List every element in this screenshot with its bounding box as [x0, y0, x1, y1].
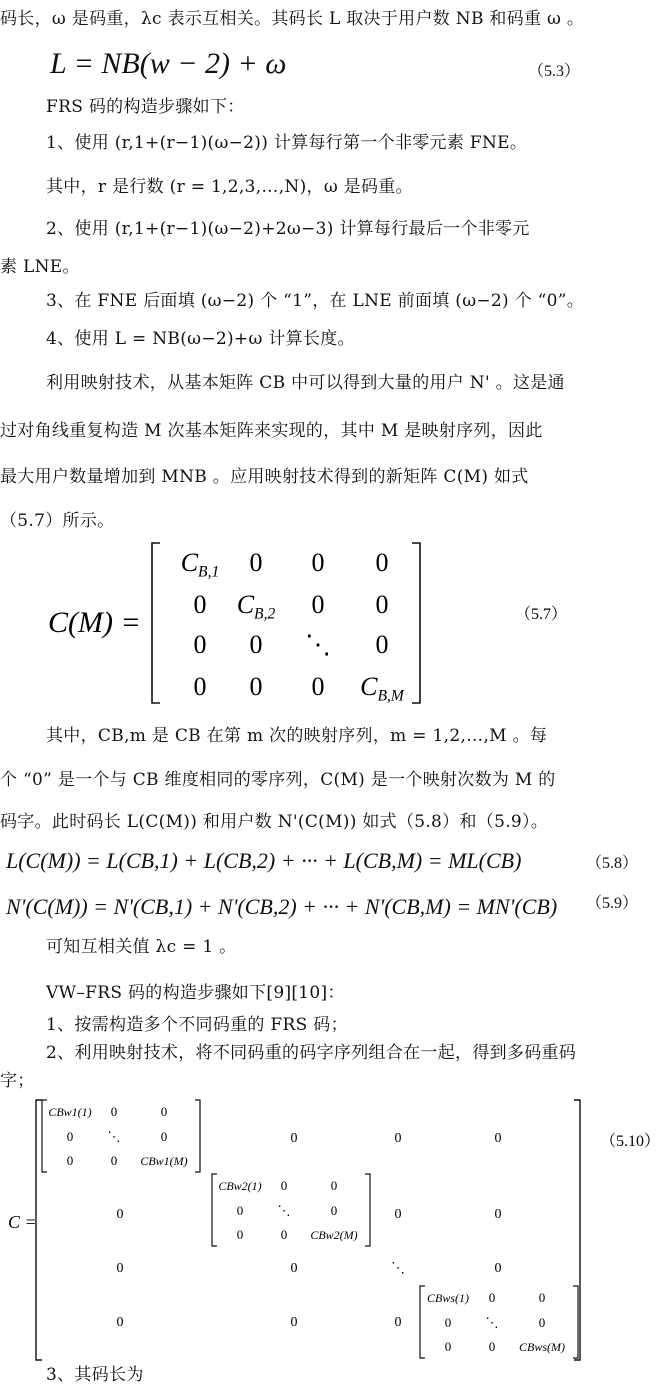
matrix-5-7-cells [181, 548, 405, 705]
block-1-c11: CBw1(1) [48, 1105, 92, 1119]
equation-5-7 [0, 535, 664, 710]
text-line-1 [0, 6, 656, 33]
text-line-6: 3、在 FNE 后面填 (ω−2) 个 “1”，在 LNE 前面填 (ω−2) 个 “0”。 [46, 291, 585, 311]
block-1-zero: 0 [160, 1104, 168, 1119]
block-zero-6: 0 [494, 1207, 502, 1222]
block-1-cmm: CBw1(M) [140, 1154, 188, 1168]
block-3-zero: 0 [538, 1315, 546, 1330]
block-2-zero: 0 [330, 1178, 338, 1193]
text-line-9: 过对角线重复构造 M 次基本矩阵来实现的，其中 M 是映射序列，因此 [0, 421, 543, 441]
equation-5-10-lhs: C = [8, 1212, 37, 1232]
block-3-zero: 0 [488, 1290, 496, 1305]
matrix-cell-r1-c2: 0 [249, 548, 263, 577]
matrix-cell-r2-c1: 0 [193, 590, 207, 619]
block-zero-1: 0 [290, 1131, 298, 1146]
outer-left-bracket [36, 1100, 42, 1360]
block-3-dots: ⋱ [485, 1315, 499, 1330]
block-zero-10: 0 [116, 1315, 124, 1330]
block-zero-9: 0 [494, 1261, 502, 1276]
equation-number-5-3: （5.3） [528, 63, 581, 80]
block-1-zero: 0 [110, 1153, 118, 1168]
equation-number-5-7: （5.7） [515, 606, 568, 623]
text-line-4: 其中，r 是行数 (r = 1,2,3,…,N)，ω 是码重。 [46, 177, 413, 197]
equation-5-3: L = NB(w − 2) + ω [50, 47, 287, 80]
block-2-dots: ⋱ [277, 1203, 291, 1218]
matrix-cell-r1-c4: 0 [375, 548, 389, 577]
matrix-cell-r2-c4: 0 [375, 590, 389, 619]
text-line-16: VW–FRS 码的构造步骤如下[9][10]： [46, 983, 345, 1003]
block-3-zero: 0 [538, 1290, 546, 1305]
matrix-cell-r1-c3: 0 [311, 548, 325, 577]
block-zero-8: 0 [290, 1261, 298, 1276]
block-2-c11: CBw2(1) [218, 1179, 262, 1193]
block-1-dots: ⋱ [107, 1129, 121, 1144]
matrix-5-10-cells [42, 1100, 578, 1358]
text-line-17: 1、按需构造多个不同码重的 FRS 码； [46, 1015, 348, 1035]
block-zero-4: 0 [116, 1207, 124, 1222]
text-line-2: FRS 码的构造步骤如下： [46, 97, 245, 117]
block-3-zero: 0 [444, 1339, 452, 1354]
equation-5-10 [0, 1096, 664, 1364]
matrix-cell-r4-c3: 0 [311, 672, 325, 701]
block-1-zero: 0 [66, 1153, 74, 1168]
text-line-11: （5.7）所示。 [0, 511, 115, 531]
block-zero-3: 0 [494, 1131, 502, 1146]
matrix-cell-r1-c1: $C_{B,1}$ [180, 548, 220, 581]
text-line-3: 1、使用 (r,1+(r−1)(ω−2)) 计算每行第一个非零元素 FNE。 [46, 133, 528, 153]
block-3-zero: 0 [444, 1315, 452, 1330]
outer-right-bracket [574, 1100, 580, 1360]
block-2-zero: 0 [280, 1227, 288, 1242]
block-zero-11: 0 [290, 1315, 298, 1330]
block-1-zero: 0 [110, 1104, 118, 1119]
matrix-cell-r2-c2: $C_{B,2}$ [236, 590, 276, 623]
matrix-cell-r3-c2: 0 [249, 630, 263, 659]
text-line-5: 2、使用 (r,1+(r−1)(ω−2)+2ω−3) 计算每行最后一个非零元 [46, 219, 530, 239]
text-line-10: 最大用户数量增加到 MNB 。应用映射技术得到的新矩阵 C(M) 如式 [0, 467, 529, 487]
matrix-cell-r4-c1: 0 [193, 672, 207, 701]
text-line-7: 4、使用 L = NB(ω−2)+ω 计算长度。 [46, 329, 355, 349]
equation-number-5-10: （5.10） [600, 1133, 661, 1150]
block-3-cmm: CBws(M) [519, 1340, 565, 1354]
text-line-12: 其中，CB,m 是 CB 在第 m 次的映射序列，m = 1,2,…,M 。每 [46, 726, 548, 746]
equation-5-7-lhs: C(M) = [48, 606, 141, 639]
matrix-cell-r4-c4: $C_{B,M}$ [360, 672, 404, 705]
matrix-cell-r3-c4: 0 [375, 630, 389, 659]
block-2-zero: 0 [330, 1203, 338, 1218]
block-1-zero: 0 [160, 1129, 168, 1144]
text-content: 码长，ω 是码重，λc 表示互相关。其码长 L 取决于用户数 NB 和码重 ω 。 [0, 9, 585, 29]
block-2-zero: 0 [236, 1227, 244, 1242]
matrix-right-bracket [412, 543, 420, 703]
block-2-zero: 0 [236, 1203, 244, 1218]
equation-number-5-9: （5.9） [586, 895, 639, 912]
block-1-zero: 0 [66, 1129, 74, 1144]
equation-5-8: L(C(M)) = L(CB,1) + L(CB,2) + ··· + L(CB,M) = ML(CB) [6, 848, 522, 873]
text-line-18: 2、利用映射技术，将不同码重的码字序列组合在一起，得到多码重码 [46, 1043, 577, 1063]
block-3-c11: CBws(1) [427, 1291, 469, 1305]
block-2-cmm: CBw2(M) [310, 1228, 358, 1242]
text-line-18b: 字； [0, 1071, 35, 1091]
text-line-15: 可知互相关值 λc = 1 。 [46, 937, 237, 957]
block-zero-12: 0 [394, 1315, 402, 1330]
block-3-zero: 0 [488, 1339, 496, 1354]
block-zero-5: 0 [394, 1207, 402, 1222]
matrix-cell-r3-c3: ⋱ [305, 630, 331, 659]
text-line-5b: 素 LNE。 [0, 257, 80, 277]
text-line-13: 个 “0” 是一个与 CB 维度相同的零序列，C(M) 是一个映射次数为 M 的 [0, 770, 556, 790]
text-line-19: 3、其码长为 [46, 1365, 144, 1385]
matrix-cell-r3-c1: 0 [193, 630, 207, 659]
matrix-left-bracket [152, 543, 160, 703]
text-line-8: 利用映射技术，从基本矩阵 CB 中可以得到大量的用户 N' 。这是通 [46, 373, 565, 393]
block-diagonal-dots: ⋱ [391, 1261, 405, 1276]
equation-5-9: N'(C(M)) = N'(CB,1) + N'(CB,2) + ··· + N'(CB,M) = MN'(CB) [6, 894, 558, 919]
block-zero-7: 0 [116, 1261, 124, 1276]
matrix-cell-r2-c3: 0 [311, 590, 325, 619]
matrix-cell-r4-c2: 0 [249, 672, 263, 701]
block-zero-2: 0 [394, 1131, 402, 1146]
equation-number-5-8: （5.8） [586, 855, 639, 872]
text-line-14: 码字。此时码长 L(C(M)) 和用户数 N'(C(M)) 如式（5.8）和（5.9）。 [0, 812, 549, 832]
block-2-zero: 0 [280, 1178, 288, 1193]
